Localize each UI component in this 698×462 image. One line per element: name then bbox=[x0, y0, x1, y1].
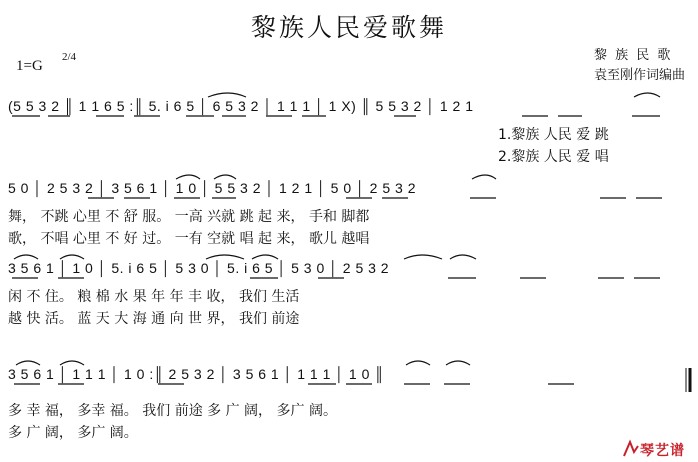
watermark-text: 琴艺谱 bbox=[640, 443, 685, 459]
staff-3-notes: 3 5 6 1 │ 1 0 │ 5. i 6 5 │ 5 3 0 │ 5. i 6 5 │ 5 3 0 │ 2 5 3 2 bbox=[8, 260, 390, 276]
attribution-origin: 黎 族 民 歌 bbox=[594, 48, 673, 63]
staff-3-lyric-verse-2: 越 快 活。 蓝 天 大 海 通 向 世 界， 我们 前途 bbox=[8, 311, 300, 327]
key-signature: 1=G bbox=[16, 58, 43, 74]
song-title: 黎族人民爱歌舞 bbox=[250, 13, 447, 42]
staff-2-lyric-verse-1: 舞， 不跳 心里 不 舒 服。 一高 兴就 跳 起 来， 手和 脚都 bbox=[8, 209, 370, 225]
staff-4-lyric-verse-1: 多 幸 福， 多幸 福。 我们 前途 多 广 阔， 多广 阔。 bbox=[8, 403, 337, 419]
staff-4-lyric-verse-2: 多 广 阔， 多广 阔。 bbox=[8, 425, 138, 441]
staff-3-lyric-verse-1: 闲 不 住。 粮 棉 水 果 年 年 丰 收， 我们 生活 bbox=[8, 289, 300, 305]
staff-1-lyric-verse-1: 1.黎族 人民 爱 跳 bbox=[498, 127, 609, 143]
attribution-author: 袁至刚作词编曲 bbox=[594, 68, 686, 83]
staff-1-lyric-verse-2: 2.黎族 人民 爱 唱 bbox=[498, 149, 609, 165]
staff-1-notes: (5 5 3 2 ║ 1 1 6 5 :║ 5. i 6 5 │ 6 5 3 2 │ 1 1 1 │ 1 X) ║ 5 5 3 2 │ 1 2 1 bbox=[8, 98, 474, 114]
time-signature-text: 2/4 bbox=[62, 51, 77, 63]
staff-2-lyric-verse-2: 歌， 不唱 心里 不 好 过。 一有 空就 唱 起 来， 歌儿 越唱 bbox=[8, 231, 370, 247]
staff-4-notes: 3 5 6 1 │ 1 1 1 │ 1 0 :║ 2 5 3 2 │ 3 5 6 1 │ 1 1 1 │ 1 0 ║ bbox=[8, 366, 385, 382]
staff-2-notes: 5 0 │ 2 5 3 2 │ 3 5 6 1 │ 1 0 │ 5 5 3 2 │ 1 2 1 │ 5 0 │ 2 5 3 2 bbox=[8, 180, 416, 196]
